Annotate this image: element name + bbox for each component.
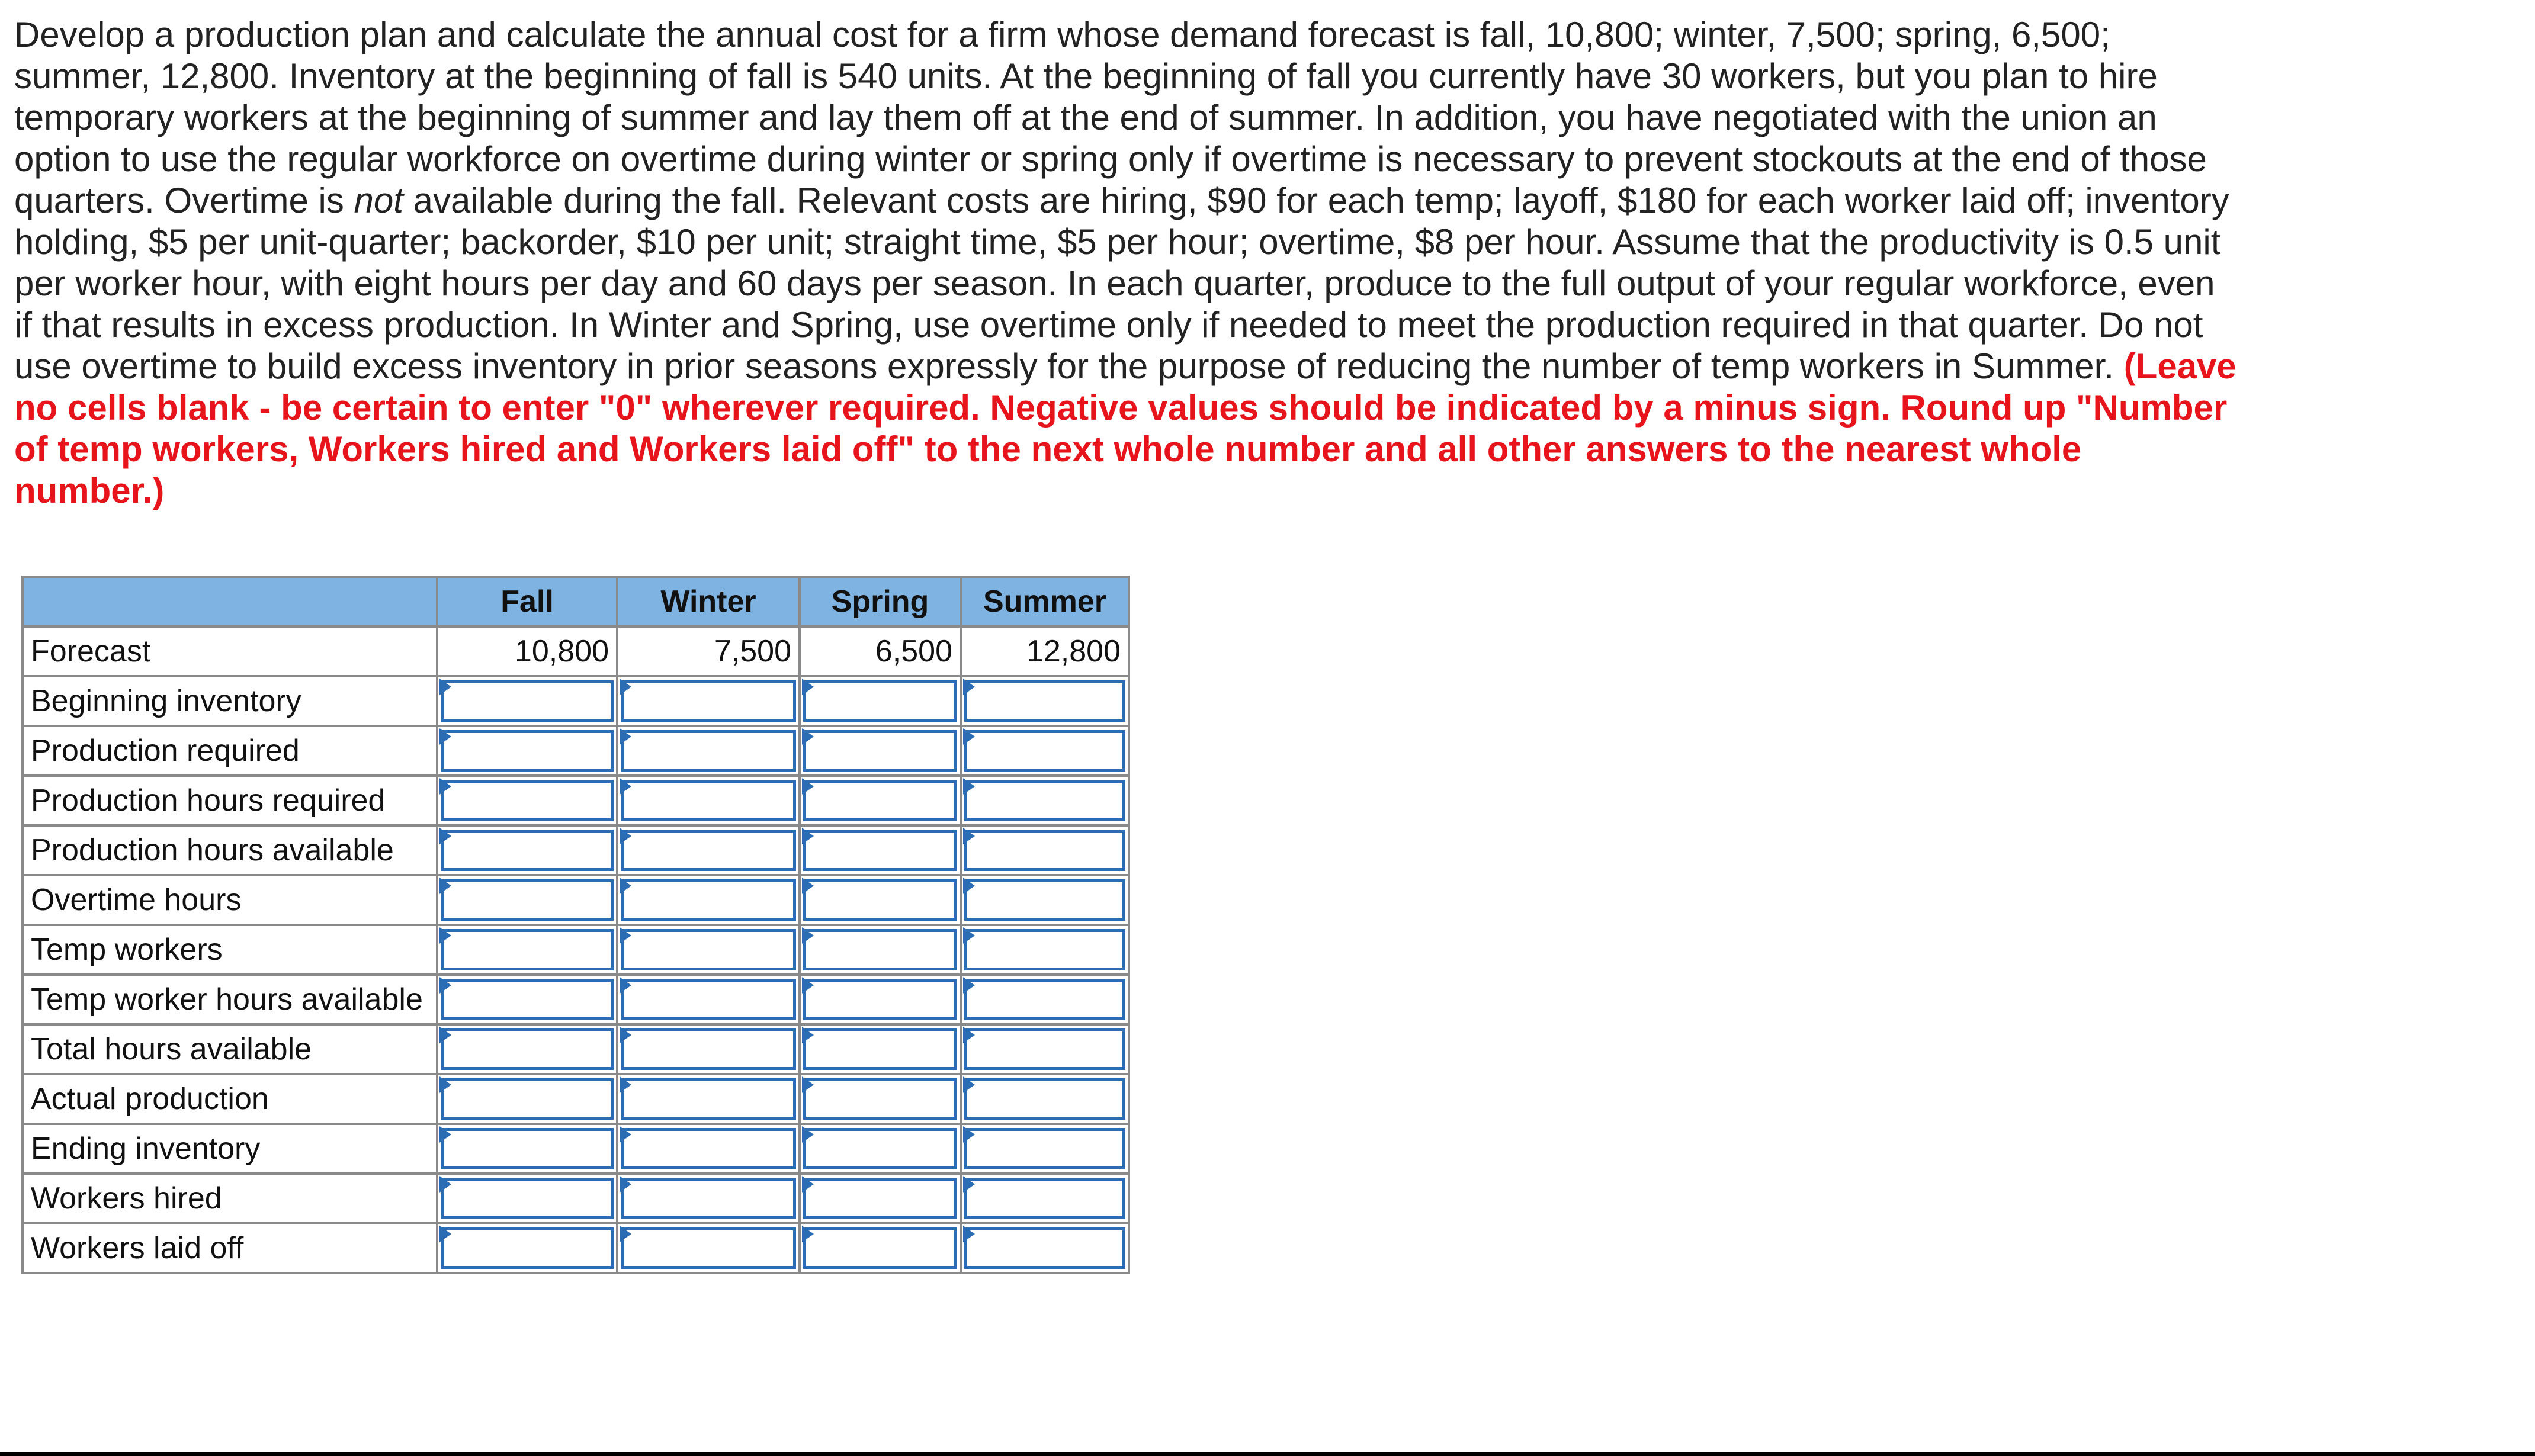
cell-marker-icon [963, 1226, 975, 1242]
row-label-workers-laid-off: Workers laid off [23, 1223, 437, 1273]
forecast-winter-value: 7,500 [617, 626, 800, 676]
table-row [23, 1174, 1129, 1223]
table-row [23, 776, 1129, 825]
row-label-production-required: Production required [23, 726, 437, 776]
answer-cell [617, 875, 800, 925]
cell-marker-icon [439, 1226, 451, 1242]
table-corner-cell [23, 577, 437, 626]
table-row [23, 975, 1129, 1024]
total-hours-available-winter-input[interactable] [621, 1028, 796, 1070]
cell-marker-icon [963, 1027, 975, 1043]
production-hours-available-summer-input[interactable] [964, 830, 1125, 871]
answer-cell [437, 925, 617, 975]
column-header-spring: Spring [800, 577, 961, 626]
beginning-inventory-spring-input[interactable] [803, 680, 957, 722]
answer-cell [961, 1024, 1129, 1074]
answer-cell [437, 1024, 617, 1074]
cell-marker-icon [439, 1126, 451, 1143]
cell-marker-icon [439, 778, 451, 795]
ending-inventory-fall-input[interactable] [441, 1128, 614, 1169]
problem-text-part-1: Develop a production plan and calculate the annual cost for a firm whose demand forecast is fall, 10,800; winter, 7,500; spring, 6,500; summer, 12,800. Inventory at the beginning of fall is 540 units. At the beginning of fall you currently have 30 workers, but you plan to hire temporary workers at the beginning of summer and lay them off at the end of summer. In addition, you have negotiated with the union an option to use the regular workforce on overtime during winter or spring only if overtime is necessary to prevent stockouts at the end of those quarters. Overtime is [14, 15, 2207, 220]
overtime-hours-fall-input[interactable] [441, 879, 614, 921]
row-label-total-hours-available: Total hours available [23, 1024, 437, 1074]
row-label-overtime-hours: Overtime hours [23, 875, 437, 925]
row-label-production-hours-required: Production hours required [23, 776, 437, 825]
table-header-row [23, 577, 1129, 626]
cell-marker-icon [963, 778, 975, 795]
problem-statement [14, 14, 2241, 512]
answer-cell [617, 925, 800, 975]
cell-marker-icon [620, 1076, 631, 1093]
forecast-fall-value: 10,800 [437, 626, 617, 676]
production-hours-available-spring-input[interactable] [803, 830, 957, 871]
cell-marker-icon [620, 778, 631, 795]
answer-cell [617, 1223, 800, 1273]
temp-worker-hours-available-winter-input[interactable] [621, 979, 796, 1020]
overtime-hours-winter-input[interactable] [621, 879, 796, 921]
workers-laid-off-fall-input[interactable] [441, 1227, 614, 1269]
workers-laid-off-spring-input[interactable] [803, 1227, 957, 1269]
answer-cell [800, 676, 961, 726]
answer-cell [961, 925, 1129, 975]
answer-cell [617, 1074, 800, 1124]
answer-instructions: (Leave no cells blank - be certain to enter "0" wherever required. Negative values should be indicated by a minus sign. Round up "Number of temp workers, Workers hired and Workers laid off" to the next whole number and all other answers to the nearest whole number.) [14, 346, 2236, 510]
answer-cell [961, 726, 1129, 776]
answer-cell [961, 1124, 1129, 1174]
cell-marker-icon [802, 828, 814, 844]
table-row [23, 726, 1129, 776]
answer-cell [617, 975, 800, 1024]
row-label-actual-production: Actual production [23, 1074, 437, 1124]
table-row [23, 1024, 1129, 1074]
cell-marker-icon [620, 878, 631, 894]
table-row [23, 1074, 1129, 1124]
cell-marker-icon [963, 679, 975, 695]
answer-cell [617, 676, 800, 726]
cell-marker-icon [439, 1176, 451, 1193]
answer-cell [617, 776, 800, 825]
table-row [23, 925, 1129, 975]
cell-marker-icon [439, 1027, 451, 1043]
cell-marker-icon [802, 927, 814, 944]
answer-cell [617, 825, 800, 875]
cell-marker-icon [439, 828, 451, 844]
answer-cell [961, 1074, 1129, 1124]
answer-cell [800, 975, 961, 1024]
production-hours-available-winter-input[interactable] [621, 830, 796, 871]
cell-marker-icon [802, 1176, 814, 1193]
answer-cell [800, 1174, 961, 1223]
answer-cell [617, 1124, 800, 1174]
cell-marker-icon [439, 1076, 451, 1093]
cell-marker-icon [439, 878, 451, 894]
cell-marker-icon [439, 679, 451, 695]
answer-cell [437, 1074, 617, 1124]
answer-cell [437, 1174, 617, 1223]
row-label-beginning-inventory: Beginning inventory [23, 676, 437, 726]
row-label-temp-worker-hours-available: Temp worker hours available [23, 975, 437, 1024]
ending-inventory-winter-input[interactable] [621, 1128, 796, 1169]
table-body [23, 626, 1129, 1273]
answer-cell [961, 825, 1129, 875]
forecast-row [23, 626, 1129, 676]
answer-cell [961, 875, 1129, 925]
answer-cell [800, 925, 961, 975]
temp-workers-spring-input[interactable] [803, 929, 957, 970]
temp-worker-hours-available-summer-input[interactable] [964, 979, 1125, 1020]
cell-marker-icon [963, 828, 975, 844]
production-required-fall-input[interactable] [441, 730, 614, 772]
cell-marker-icon [620, 1226, 631, 1242]
ending-inventory-spring-input[interactable] [803, 1128, 957, 1169]
actual-production-fall-input[interactable] [441, 1078, 614, 1120]
answer-cell [437, 825, 617, 875]
column-header-winter: Winter [617, 577, 800, 626]
workers-hired-summer-input[interactable] [964, 1178, 1125, 1219]
temp-worker-hours-available-spring-input[interactable] [803, 979, 957, 1020]
cell-marker-icon [802, 778, 814, 795]
answer-cell [437, 726, 617, 776]
temp-worker-hours-available-fall-input[interactable] [441, 979, 614, 1020]
ending-inventory-summer-input[interactable] [964, 1128, 1125, 1169]
answer-cell [800, 875, 961, 925]
beginning-inventory-fall-input[interactable] [441, 680, 614, 722]
beginning-inventory-winter-input[interactable] [621, 680, 796, 722]
production-hours-required-summer-input[interactable] [964, 780, 1125, 821]
production-plan-table [21, 576, 1130, 1274]
production-hours-required-fall-input[interactable] [441, 780, 614, 821]
cell-marker-icon [963, 1176, 975, 1193]
answer-cell [617, 726, 800, 776]
table-row [23, 825, 1129, 875]
answer-cell [800, 1024, 961, 1074]
cell-marker-icon [802, 977, 814, 994]
cell-marker-icon [439, 977, 451, 994]
cell-marker-icon [963, 1076, 975, 1093]
answer-cell [800, 726, 961, 776]
cell-marker-icon [802, 878, 814, 894]
row-label-ending-inventory: Ending inventory [23, 1124, 437, 1174]
workers-hired-fall-input[interactable] [441, 1178, 614, 1219]
actual-production-summer-input[interactable] [964, 1078, 1125, 1120]
cell-marker-icon [620, 828, 631, 844]
row-label-temp-workers: Temp workers [23, 925, 437, 975]
forecast-spring-value: 6,500 [800, 626, 961, 676]
temp-workers-summer-input[interactable] [964, 929, 1125, 970]
cell-marker-icon [620, 1027, 631, 1043]
problem-text-part-2: available during the fall. Relevant costs are hiring, $90 for each temp; layoff, $180 for each worker laid off; inventory holding, $5 per unit-quarter; backorder, $10 per unit; straight time, $5 per hour; overtime, $8 per hour. Assume that the productivity is 0.5 unit per worker hour, with eight hours per day and 60 days per season. In each quarter, produce to the full output of your regular workforce, even if that results in excess production. In Winter and Spring, use overtime only if needed to meet the production required in that quarter. Do not use overtime to build excess inventory in prior seasons expressly for the purpose of reducing the number of temp workers in Summer. [14, 181, 2229, 386]
temp-workers-winter-input[interactable] [621, 929, 796, 970]
temp-workers-fall-input[interactable] [441, 929, 614, 970]
cell-marker-icon [802, 1126, 814, 1143]
answer-cell [437, 1124, 617, 1174]
cell-marker-icon [439, 927, 451, 944]
workers-hired-winter-input[interactable] [621, 1178, 796, 1219]
answer-cell [437, 1223, 617, 1273]
answer-cell [617, 1174, 800, 1223]
table-row [23, 1223, 1129, 1273]
answer-cell [437, 975, 617, 1024]
answer-cell [800, 825, 961, 875]
cell-marker-icon [439, 728, 451, 745]
answer-cell [800, 776, 961, 825]
column-header-summer: Summer [961, 577, 1129, 626]
table-row [23, 875, 1129, 925]
overtime-hours-spring-input[interactable] [803, 879, 957, 921]
actual-production-winter-input[interactable] [621, 1078, 796, 1120]
row-label-production-hours-available: Production hours available [23, 825, 437, 875]
total-hours-available-fall-input[interactable] [441, 1028, 614, 1070]
answer-cell [800, 1223, 961, 1273]
cell-marker-icon [802, 1076, 814, 1093]
answer-cell [800, 1074, 961, 1124]
cell-marker-icon [963, 728, 975, 745]
workers-laid-off-summer-input[interactable] [964, 1227, 1125, 1269]
actual-production-spring-input[interactable] [803, 1078, 957, 1120]
cell-marker-icon [802, 728, 814, 745]
production-required-summer-input[interactable] [964, 730, 1125, 772]
forecast-summer-value: 12,800 [961, 626, 1129, 676]
cell-marker-icon [963, 927, 975, 944]
answer-cell [437, 676, 617, 726]
workers-hired-spring-input[interactable] [803, 1178, 957, 1219]
cell-marker-icon [620, 977, 631, 994]
answer-cell [800, 1124, 961, 1174]
cell-marker-icon [802, 679, 814, 695]
production-required-spring-input[interactable] [803, 730, 957, 772]
cell-marker-icon [620, 679, 631, 695]
cell-marker-icon [620, 728, 631, 745]
answer-cell [617, 1024, 800, 1074]
beginning-inventory-summer-input[interactable] [964, 680, 1125, 722]
answer-cell [961, 1174, 1129, 1223]
cell-marker-icon [802, 1226, 814, 1242]
answer-cell [961, 776, 1129, 825]
bottom-divider [0, 1452, 2535, 1456]
answer-cell [961, 676, 1129, 726]
table-row [23, 1124, 1129, 1174]
workers-laid-off-winter-input[interactable] [621, 1227, 796, 1269]
answer-cell [961, 975, 1129, 1024]
cell-marker-icon [963, 977, 975, 994]
cell-marker-icon [802, 1027, 814, 1043]
answer-cell [961, 1223, 1129, 1273]
answer-cell [437, 875, 617, 925]
cell-marker-icon [620, 1176, 631, 1193]
cell-marker-icon [963, 878, 975, 894]
cell-marker-icon [620, 927, 631, 944]
row-label-workers-hired: Workers hired [23, 1174, 437, 1223]
total-hours-available-summer-input[interactable] [964, 1028, 1125, 1070]
answer-cell [437, 776, 617, 825]
total-hours-available-spring-input[interactable] [803, 1028, 957, 1070]
cell-marker-icon [963, 1126, 975, 1143]
production-hours-required-spring-input[interactable] [803, 780, 957, 821]
cell-marker-icon [620, 1126, 631, 1143]
table-row [23, 676, 1129, 726]
problem-emphasis: not [354, 181, 403, 220]
production-hours-available-fall-input[interactable] [441, 830, 614, 871]
production-hours-required-winter-input[interactable] [621, 780, 796, 821]
production-required-winter-input[interactable] [621, 730, 796, 772]
row-label-forecast: Forecast [23, 626, 437, 676]
column-header-fall: Fall [437, 577, 617, 626]
overtime-hours-summer-input[interactable] [964, 879, 1125, 921]
